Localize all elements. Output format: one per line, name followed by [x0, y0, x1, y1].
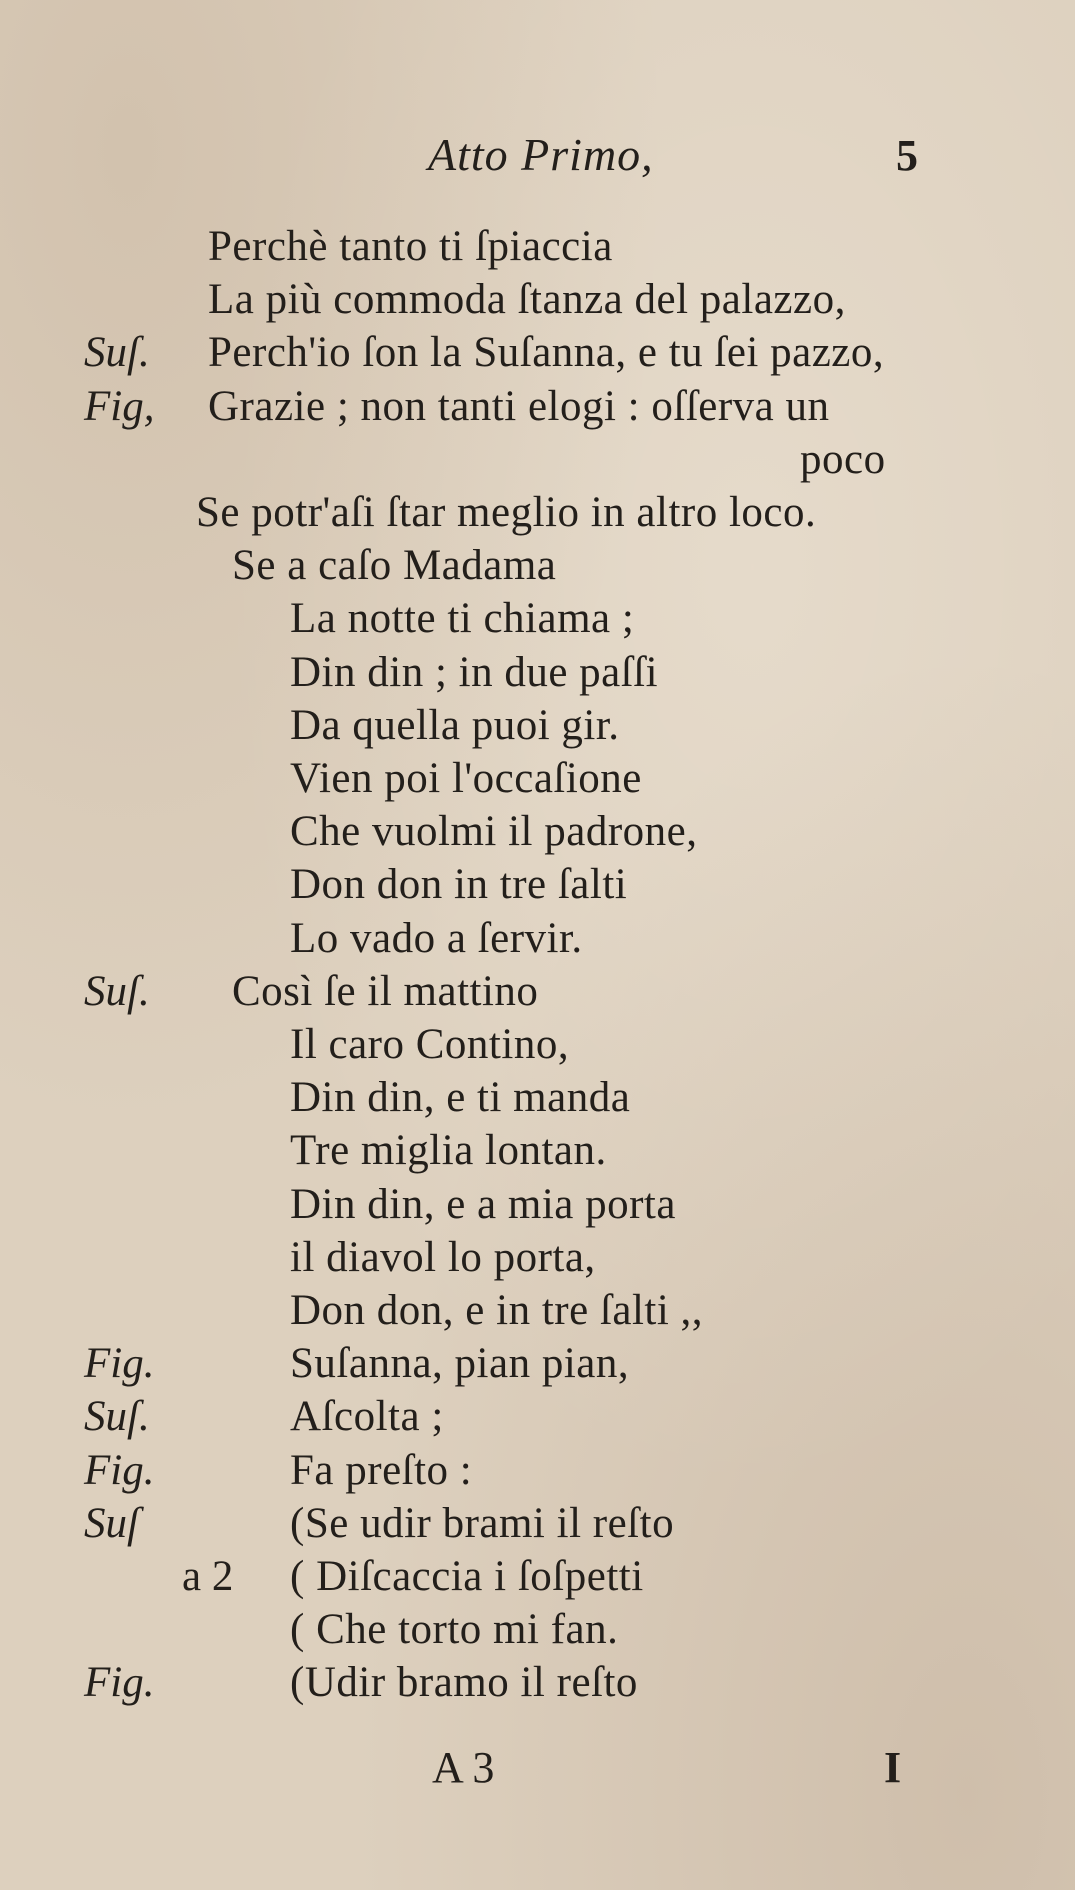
verse-text: Din din ; in due paſſi: [290, 648, 659, 696]
verse-text: (Udir bramo il reſto: [290, 1659, 638, 1707]
verse-text: Da quella puoi gir.: [290, 701, 620, 749]
verse-text: Se potr'aſi ſtar meglio in altro loco.: [196, 489, 817, 536]
speaker-label: Fig,: [84, 382, 155, 430]
verse-text: Perch'io ſon la Suſanna, e tu ſei pazzo,: [208, 329, 885, 377]
verse-text: Lo vado a ſervir.: [290, 914, 583, 962]
verse-text: Don don in tre ſalti: [290, 861, 628, 909]
speaker-label: Suſ: [84, 1499, 139, 1547]
verse-text: Vien poi l'occaſione: [290, 755, 642, 802]
page-footer: [0, 1742, 1075, 1802]
speaker-label: Suſ.: [84, 329, 150, 377]
verse-text: La notte ti chiama ;: [290, 595, 635, 643]
verse-text: Così ſe il mattino: [232, 967, 539, 1015]
speaker-label: a 2: [182, 1553, 234, 1600]
verse-text: Il caro Contino,: [290, 1021, 570, 1068]
signature-mark: A 3: [432, 1743, 495, 1792]
running-title: Atto Primo,: [428, 129, 654, 180]
verse-text: (Se udir brami il reſto: [290, 1499, 675, 1547]
page-number: 5: [896, 131, 918, 180]
speaker-label: Suſ.: [84, 1393, 150, 1441]
verse-line: [0, 1658, 1075, 1720]
verse-text: Perchè tanto ti ſpiaccia: [208, 223, 613, 270]
speaker-label: Fig.: [84, 1446, 155, 1494]
verse-text: Aſcolta ;: [290, 1393, 444, 1441]
speaker-label: Suſ.: [84, 967, 150, 1015]
verse-text: Tre miglia lontan.: [290, 1127, 607, 1175]
speaker-label: Fig.: [84, 1659, 155, 1707]
verse-text: Din din, e a mia porta: [290, 1180, 676, 1228]
verse-text: ( Diſcaccia i ſoſpetti: [290, 1553, 644, 1600]
speaker-label: Fig.: [84, 1340, 155, 1388]
verse-text: il diavol lo porta,: [290, 1233, 596, 1281]
verse-text: Din din, e ti manda: [290, 1074, 631, 1122]
verse-text: Suſanna, pian pian,: [290, 1340, 630, 1388]
verse-text: Don don, e in tre ſalti ,,: [290, 1287, 704, 1334]
verse-text: Grazie ; non tanti elogi : oſſerva un: [208, 382, 830, 430]
verse-text: Fa preſto :: [290, 1446, 473, 1494]
running-header: [0, 128, 1075, 188]
verse-text: Se a caſo Madama: [232, 542, 557, 590]
verse-text: La più commoda ſtanza del palazzo,: [208, 276, 846, 324]
catchword: I: [884, 1743, 902, 1792]
verse-text: Che vuolmi il padrone,: [290, 808, 698, 856]
verse-text: ( Che torto mi fan.: [290, 1606, 619, 1654]
verse-text: poco: [800, 435, 886, 483]
